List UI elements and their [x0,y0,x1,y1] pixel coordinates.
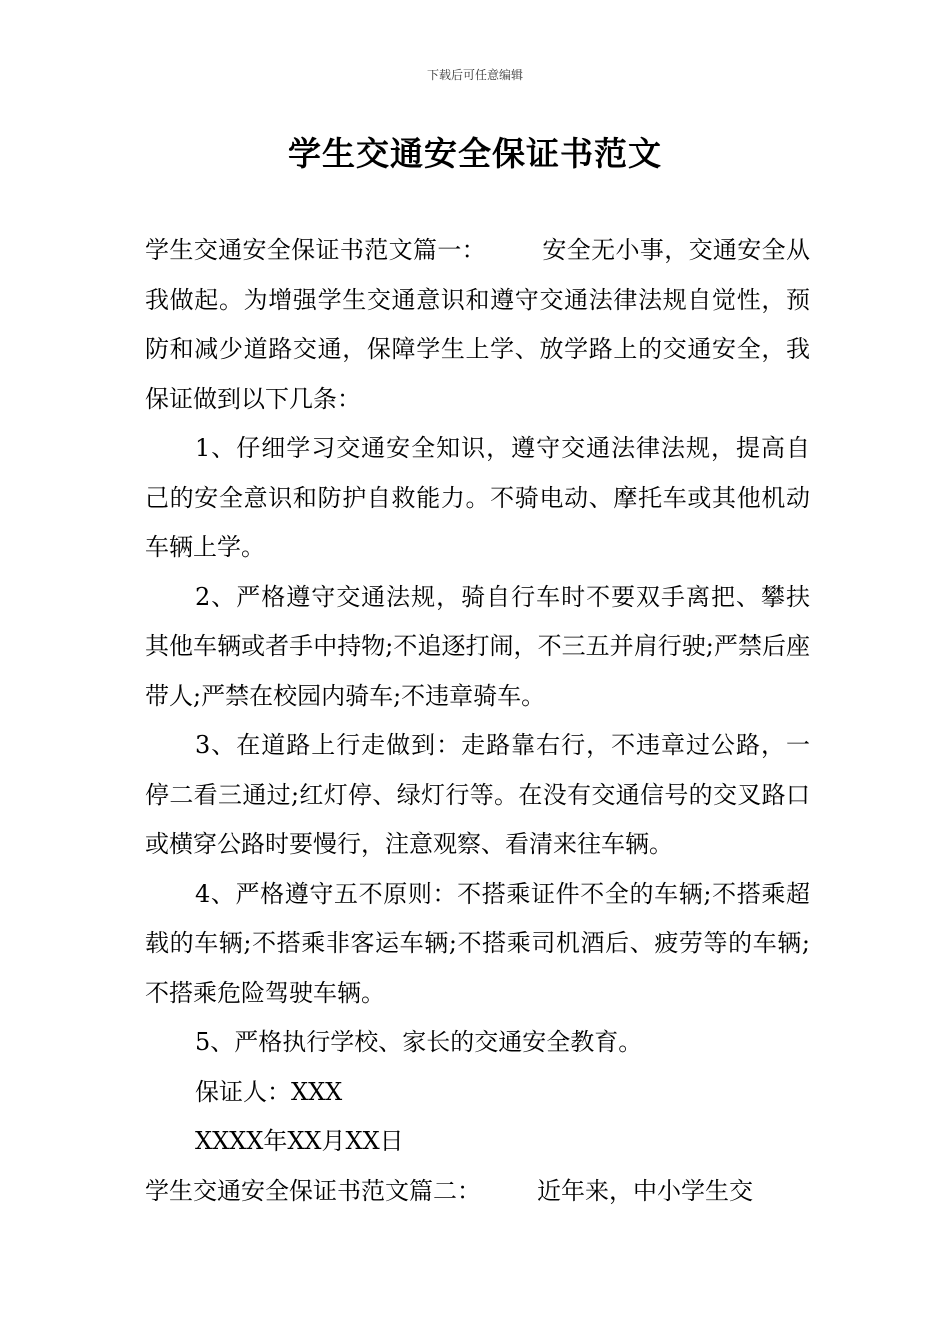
section1-heading: 学生交通安全保证书范文篇一： [145,236,487,264]
section2-paragraph [145,1167,810,1217]
document-body [145,226,810,1216]
document-title: 学生交通安全保证书范文 [288,134,662,173]
section1-intro: 安全无小事，交通安全从我做起。为增强学生交通意识和遵守交通法律法规自觉性，预防和减少道路交通，保障学生上学、放学路上的交通安全，我保证做到以下几条： [145,236,811,413]
list-item-3: 3、在道路上行走做到：走路靠右行，不违章过公路，一停二看三通过;红灯停、绿灯行等。在没有交通信号的交叉路口或横穿公路时要慢行，注意观察、看清来往车辆。 [145,731,810,858]
list-item-4: 4、严格遵守五不原则：不搭乘证件不全的车辆;不搭乘超载的车辆;不搭乘非客运车辆;不搭乘司机酒后、疲劳等的车辆;不搭乘危险驾驶车辆。 [145,879,810,1007]
list-item-5: 5、严格执行学校、家长的交通安全教育。 [195,1028,643,1056]
section2-heading: 学生交通安全保证书范文篇二： [145,1176,481,1205]
date-line: XXXX年XX月XX日 [195,1127,404,1155]
header-note: 下载后可任意编辑 [426,68,523,82]
section1-paragraph [145,226,810,424]
list-item-2: 2、严格遵守交通法规，骑自行车时不要双手离把、攀扶其他车辆或者手中持物;不追逐打闹，不三五并肩行驶;严禁后座带人;严禁在校园内骑车;不违章骑车。 [145,582,810,710]
section2-intro: 近年来，中小学生交 [537,1176,753,1205]
signer-line: 保证人：XXX [195,1077,343,1106]
list-item-1: 1、仔细学习交通安全知识，遵守交通法律法规，提高自己的安全意识和防护自救能力。不骑电动、摩托车或其他机动车辆上学。 [145,434,810,561]
